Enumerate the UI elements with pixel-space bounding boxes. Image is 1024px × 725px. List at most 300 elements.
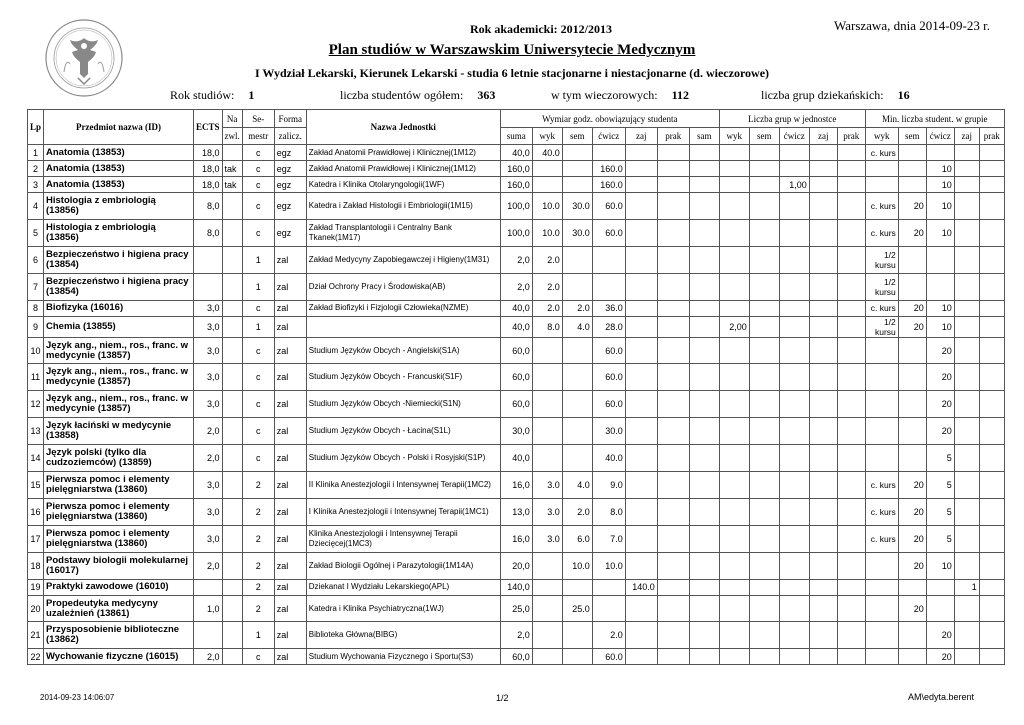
cell-min — [898, 337, 926, 364]
cell-hours — [689, 316, 719, 337]
cell-lp: 9 — [28, 316, 44, 337]
cell-groups — [719, 337, 749, 364]
cell-min — [954, 219, 979, 246]
cell-zwl — [222, 193, 242, 220]
cell-min — [979, 472, 1004, 499]
cell-min — [865, 418, 898, 445]
cell-min — [954, 273, 979, 300]
cell-groups — [809, 177, 837, 193]
cell-groups — [837, 579, 865, 595]
cell-min: 20 — [926, 622, 954, 649]
cell-min — [954, 364, 979, 391]
cell-zwl — [222, 649, 242, 665]
cell-hours — [625, 300, 657, 316]
cell-min — [898, 418, 926, 445]
cell-groups — [837, 391, 865, 418]
cell-semester: 1 — [242, 273, 274, 300]
cell-unit: Studium Języków Obcych - Łacina(S1L) — [306, 418, 500, 445]
col-forma: Forma — [274, 110, 306, 128]
table-row — [28, 445, 1005, 472]
cell-hours: 2.0 — [532, 246, 562, 273]
cell-hours — [657, 337, 689, 364]
table-row — [28, 145, 1005, 161]
group-groups: Liczba grup w jednostce — [719, 110, 865, 128]
cell-subject: Histologia z embriologią (13856) — [44, 193, 194, 220]
cell-hours: 2,0 — [500, 273, 532, 300]
cell-groups — [837, 649, 865, 665]
cell-groups — [837, 300, 865, 316]
table-row — [28, 498, 1005, 525]
cell-hours — [625, 337, 657, 364]
table-row — [28, 300, 1005, 316]
cell-form: egz — [274, 177, 306, 193]
cell-hours: 2.0 — [562, 498, 592, 525]
cell-groups — [779, 219, 809, 246]
cell-hours — [689, 364, 719, 391]
cell-groups — [779, 300, 809, 316]
cell-hours: 13,0 — [500, 498, 532, 525]
cell-min: 20 — [898, 595, 926, 622]
cell-min — [954, 622, 979, 649]
cell-hours — [689, 300, 719, 316]
cell-hours: 100,0 — [500, 193, 532, 220]
cell-ects: 3,0 — [194, 364, 223, 391]
col-hours-sam: sam — [689, 128, 719, 145]
cell-lp: 11 — [28, 364, 44, 391]
cell-subject: Anatomia (13853) — [44, 161, 194, 177]
cell-form: zal — [274, 445, 306, 472]
footer-user: AM\edyta.berent — [908, 692, 975, 702]
cell-hours — [562, 445, 592, 472]
cell-hours — [689, 145, 719, 161]
cell-min: 10 — [926, 177, 954, 193]
cell-min — [954, 445, 979, 472]
cell-groups — [719, 498, 749, 525]
cell-min — [865, 337, 898, 364]
cell-min — [954, 300, 979, 316]
cell-min: 20 — [898, 300, 926, 316]
cell-groups — [749, 193, 779, 220]
cell-min — [979, 300, 1004, 316]
cell-hours — [562, 649, 592, 665]
cell-hours: 160.0 — [592, 161, 625, 177]
cell-hours — [657, 273, 689, 300]
cell-groups — [719, 445, 749, 472]
cell-hours: 8.0 — [532, 316, 562, 337]
cell-min — [954, 472, 979, 499]
cell-hours — [625, 622, 657, 649]
cell-groups — [779, 498, 809, 525]
cell-unit: Zakład Biologii Ogólnej i Parazytologii(1M14A) — [306, 552, 500, 579]
cell-hours — [689, 445, 719, 472]
cell-groups — [809, 193, 837, 220]
cell-groups — [837, 316, 865, 337]
cell-groups — [809, 579, 837, 595]
cell-unit: Zakład Transplantologii i Centralny Bank Tkanek(1M17) — [306, 219, 500, 246]
cell-zwl — [222, 391, 242, 418]
cell-min: 1 — [954, 579, 979, 595]
cell-hours — [562, 337, 592, 364]
cell-subject: Przysposobienie biblioteczne (13862) — [44, 622, 194, 649]
cell-ects: 3,0 — [194, 498, 223, 525]
cell-hours — [657, 525, 689, 552]
cell-lp: 19 — [28, 579, 44, 595]
cell-subject: Język ang., niem., ros., franc. w medycynie (13857) — [44, 337, 194, 364]
cell-subject: Podstawy biologii molekularnej (16017) — [44, 552, 194, 579]
cell-min — [865, 595, 898, 622]
cell-min — [954, 177, 979, 193]
cell-min: c. kurs — [865, 193, 898, 220]
cell-ects: 2,0 — [194, 445, 223, 472]
cell-hours — [562, 177, 592, 193]
cell-hours — [657, 622, 689, 649]
cell-zwl — [222, 316, 242, 337]
cell-min — [954, 337, 979, 364]
cell-unit: Klinika Anestezjologii i Intensywnej Terapii Dziecięcej(1MC3) — [306, 525, 500, 552]
stat-value: 363 — [477, 88, 496, 102]
page-subtitle: I Wydział Lekarski, Kierunek Lekarski - studia 6 letnie stacjonarne i niestacjonarne (d. wieczorowe) — [254, 66, 770, 80]
col-groups-wyk: wyk — [719, 128, 749, 145]
cell-hours — [562, 622, 592, 649]
cell-lp: 4 — [28, 193, 44, 220]
cell-hours — [689, 161, 719, 177]
cell-min — [926, 273, 954, 300]
cell-hours: 36.0 — [592, 300, 625, 316]
col-groups-zaj: zaj — [809, 128, 837, 145]
cell-groups — [779, 391, 809, 418]
cell-hours: 10.0 — [532, 219, 562, 246]
cell-zwl — [222, 219, 242, 246]
cell-hours — [657, 145, 689, 161]
cell-hours: 30,0 — [500, 418, 532, 445]
cell-form: zal — [274, 300, 306, 316]
cell-groups — [719, 219, 749, 246]
cell-subject: Praktyki zawodowe (16010) — [44, 579, 194, 595]
cell-min: 10 — [926, 300, 954, 316]
cell-hours — [625, 552, 657, 579]
table-row — [28, 316, 1005, 337]
cell-hours — [657, 579, 689, 595]
cell-subject: Chemia (13855) — [44, 316, 194, 337]
cell-unit: Katedra i Klinika Otolaryngologii(1WF) — [306, 177, 500, 193]
col-groups-prak: prak — [837, 128, 865, 145]
cell-min: 10 — [926, 161, 954, 177]
cell-lp: 13 — [28, 418, 44, 445]
cell-min — [979, 649, 1004, 665]
cell-groups — [779, 579, 809, 595]
cell-hours — [625, 273, 657, 300]
cell-ects: 18,0 — [194, 177, 223, 193]
cell-form: zal — [274, 337, 306, 364]
cell-semester: 2 — [242, 472, 274, 499]
cell-semester: c — [242, 219, 274, 246]
cell-hours: 25,0 — [500, 595, 532, 622]
cell-min — [954, 552, 979, 579]
cell-ects: 3,0 — [194, 472, 223, 499]
stat-groups — [761, 88, 910, 103]
col-hours-zaj: zaj — [625, 128, 657, 145]
cell-groups — [749, 418, 779, 445]
cell-min — [898, 177, 926, 193]
cell-hours — [532, 418, 562, 445]
table-row — [28, 472, 1005, 499]
cell-lp: 17 — [28, 525, 44, 552]
cell-hours — [592, 273, 625, 300]
cell-groups — [837, 177, 865, 193]
cell-min — [979, 145, 1004, 161]
cell-subject: Język ang., niem., ros., franc. w medycynie (13857) — [44, 391, 194, 418]
cell-groups — [779, 595, 809, 622]
cell-hours — [532, 445, 562, 472]
cell-min — [954, 316, 979, 337]
cell-hours — [562, 273, 592, 300]
cell-min — [954, 391, 979, 418]
cell-hours — [689, 193, 719, 220]
cell-form: egz — [274, 145, 306, 161]
cell-min: 1/2 kursu — [865, 316, 898, 337]
cell-zwl — [222, 552, 242, 579]
cell-groups — [779, 525, 809, 552]
cell-ects: 3,0 — [194, 525, 223, 552]
cell-hours: 3.0 — [532, 525, 562, 552]
cell-hours — [689, 273, 719, 300]
cell-groups — [749, 300, 779, 316]
cell-groups — [779, 337, 809, 364]
cell-min: 5 — [926, 498, 954, 525]
cell-form: zal — [274, 525, 306, 552]
cell-min — [954, 649, 979, 665]
cell-groups — [719, 622, 749, 649]
cell-min: 5 — [926, 445, 954, 472]
cell-hours — [532, 579, 562, 595]
cell-hours: 100,0 — [500, 219, 532, 246]
col-min-wyk: wyk — [865, 128, 898, 145]
cell-hours — [657, 364, 689, 391]
cell-groups — [837, 193, 865, 220]
cell-subject: Pierwsza pomoc i elementy pielęgniarstwa (13860) — [44, 525, 194, 552]
stat-value: 112 — [671, 88, 689, 102]
cell-unit — [306, 316, 500, 337]
cell-groups — [809, 595, 837, 622]
cell-unit: Zakład Anatomii Prawidłowej i Klinicznej(1M12) — [306, 145, 500, 161]
cell-zwl — [222, 273, 242, 300]
study-plan-table — [27, 109, 1005, 665]
cell-hours: 40,0 — [500, 300, 532, 316]
cell-semester: c — [242, 145, 274, 161]
cell-zwl — [222, 418, 242, 445]
cell-zwl: tak — [222, 177, 242, 193]
cell-groups — [809, 364, 837, 391]
cell-zwl — [222, 595, 242, 622]
col-min-prak: prak — [979, 128, 1004, 145]
cell-form: zal — [274, 622, 306, 649]
cell-hours — [689, 579, 719, 595]
cell-hours: 3.0 — [532, 472, 562, 499]
cell-min — [979, 364, 1004, 391]
col-groups-sem: sem — [749, 128, 779, 145]
cell-groups — [749, 649, 779, 665]
cell-groups — [749, 219, 779, 246]
cell-groups — [837, 219, 865, 246]
cell-min — [979, 552, 1004, 579]
cell-hours — [689, 219, 719, 246]
cell-hours — [689, 622, 719, 649]
cell-hours — [657, 552, 689, 579]
cell-hours — [592, 595, 625, 622]
cell-groups — [837, 364, 865, 391]
cell-groups — [779, 246, 809, 273]
cell-lp: 22 — [28, 649, 44, 665]
cell-hours: 60,0 — [500, 391, 532, 418]
cell-hours — [532, 161, 562, 177]
cell-groups — [719, 300, 749, 316]
cell-hours: 10.0 — [592, 552, 625, 579]
cell-hours — [625, 445, 657, 472]
cell-groups — [779, 445, 809, 472]
table-row — [28, 391, 1005, 418]
cell-unit: Katedra i Zakład Histologii i Embriologii(1M15) — [306, 193, 500, 220]
cell-lp: 3 — [28, 177, 44, 193]
cell-hours — [592, 145, 625, 161]
cell-ects: 3,0 — [194, 337, 223, 364]
cell-semester: c — [242, 161, 274, 177]
cell-lp: 10 — [28, 337, 44, 364]
cell-groups — [719, 193, 749, 220]
cell-hours: 40,0 — [500, 445, 532, 472]
cell-ects: 1,0 — [194, 595, 223, 622]
cell-hours: 2,0 — [500, 246, 532, 273]
cell-subject: Język ang., niem., ros., franc. w medycynie (13857) — [44, 364, 194, 391]
cell-min — [954, 145, 979, 161]
cell-ects: 3,0 — [194, 300, 223, 316]
cell-unit: Studium Języków Obcych - Francuski(S1F) — [306, 364, 500, 391]
cell-hours: 30.0 — [592, 418, 625, 445]
cell-groups — [749, 525, 779, 552]
cell-hours: 10.0 — [532, 193, 562, 220]
cell-unit: Zakład Anatomii Prawidłowej i Klinicznej(1M12) — [306, 161, 500, 177]
cell-lp: 7 — [28, 273, 44, 300]
cell-groups — [837, 418, 865, 445]
cell-hours — [625, 525, 657, 552]
cell-min — [926, 145, 954, 161]
cell-lp: 8 — [28, 300, 44, 316]
cell-groups — [749, 552, 779, 579]
cell-form: zal — [274, 418, 306, 445]
cell-groups — [809, 219, 837, 246]
cell-semester: 2 — [242, 595, 274, 622]
cell-min: c. kurs — [865, 145, 898, 161]
cell-form: egz — [274, 161, 306, 177]
cell-min — [898, 145, 926, 161]
cell-groups — [809, 145, 837, 161]
cell-groups — [779, 316, 809, 337]
table-row — [28, 219, 1005, 246]
cell-hours: 160.0 — [592, 177, 625, 193]
cell-zwl — [222, 246, 242, 273]
cell-groups — [749, 622, 779, 649]
cell-hours — [562, 246, 592, 273]
cell-hours: 140.0 — [625, 579, 657, 595]
cell-groups — [779, 364, 809, 391]
cell-min — [898, 391, 926, 418]
cell-semester: 2 — [242, 525, 274, 552]
cell-groups — [809, 300, 837, 316]
cell-min — [898, 622, 926, 649]
cell-hours — [625, 219, 657, 246]
table-row — [28, 246, 1005, 273]
cell-groups — [749, 337, 779, 364]
cell-min: 20 — [926, 337, 954, 364]
cell-hours — [625, 177, 657, 193]
cell-hours — [657, 219, 689, 246]
cell-hours — [532, 552, 562, 579]
cell-zwl — [222, 579, 242, 595]
cell-hours: 10.0 — [562, 552, 592, 579]
cell-lp: 2 — [28, 161, 44, 177]
cell-hours: 28.0 — [592, 316, 625, 337]
col-hours-wyk: wyk — [532, 128, 562, 145]
cell-min — [865, 177, 898, 193]
cell-lp: 1 — [28, 145, 44, 161]
cell-unit: Studium Wychowania Fizycznego i Sportu(S3) — [306, 649, 500, 665]
cell-hours — [657, 498, 689, 525]
cell-semester: c — [242, 649, 274, 665]
cell-hours — [689, 391, 719, 418]
cell-hours — [657, 418, 689, 445]
cell-min — [954, 161, 979, 177]
cell-groups — [749, 145, 779, 161]
place-date: Warszawa, dnia 2014-09-23 r. — [834, 18, 990, 33]
cell-min: 20 — [926, 418, 954, 445]
cell-unit: Zakład Biofizyki i Fizjologii Człowieka(NZME) — [306, 300, 500, 316]
cell-lp: 16 — [28, 498, 44, 525]
col-mestr: mestr — [242, 128, 274, 145]
cell-subject: Bezpieczeństwo i higiena pracy (13854) — [44, 246, 194, 273]
cell-min — [865, 391, 898, 418]
cell-groups — [837, 622, 865, 649]
stat-label: liczba studentów ogółem: — [340, 88, 464, 102]
cell-hours — [592, 246, 625, 273]
cell-zwl — [222, 337, 242, 364]
table-row — [28, 161, 1005, 177]
cell-hours: 60.0 — [592, 219, 625, 246]
cell-unit: Studium Języków Obcych -Niemiecki(S1N) — [306, 391, 500, 418]
cell-zwl — [222, 498, 242, 525]
cell-lp: 5 — [28, 219, 44, 246]
cell-min: 20 — [898, 525, 926, 552]
cell-min — [979, 193, 1004, 220]
cell-min — [979, 161, 1004, 177]
cell-groups — [779, 649, 809, 665]
cell-ects: 2,0 — [194, 649, 223, 665]
cell-ects: 18,0 — [194, 161, 223, 177]
cell-hours — [657, 161, 689, 177]
cell-hours: 2,0 — [500, 622, 532, 649]
cell-min: 1/2 kursu — [865, 273, 898, 300]
table-row — [28, 177, 1005, 193]
cell-groups — [719, 161, 749, 177]
cell-form: zal — [274, 246, 306, 273]
cell-groups — [719, 649, 749, 665]
table-row — [28, 552, 1005, 579]
cell-form: zal — [274, 498, 306, 525]
cell-semester: c — [242, 445, 274, 472]
cell-ects: 18,0 — [194, 145, 223, 161]
cell-groups — [719, 472, 749, 499]
cell-groups — [809, 498, 837, 525]
cell-hours — [592, 579, 625, 595]
cell-groups — [719, 552, 749, 579]
